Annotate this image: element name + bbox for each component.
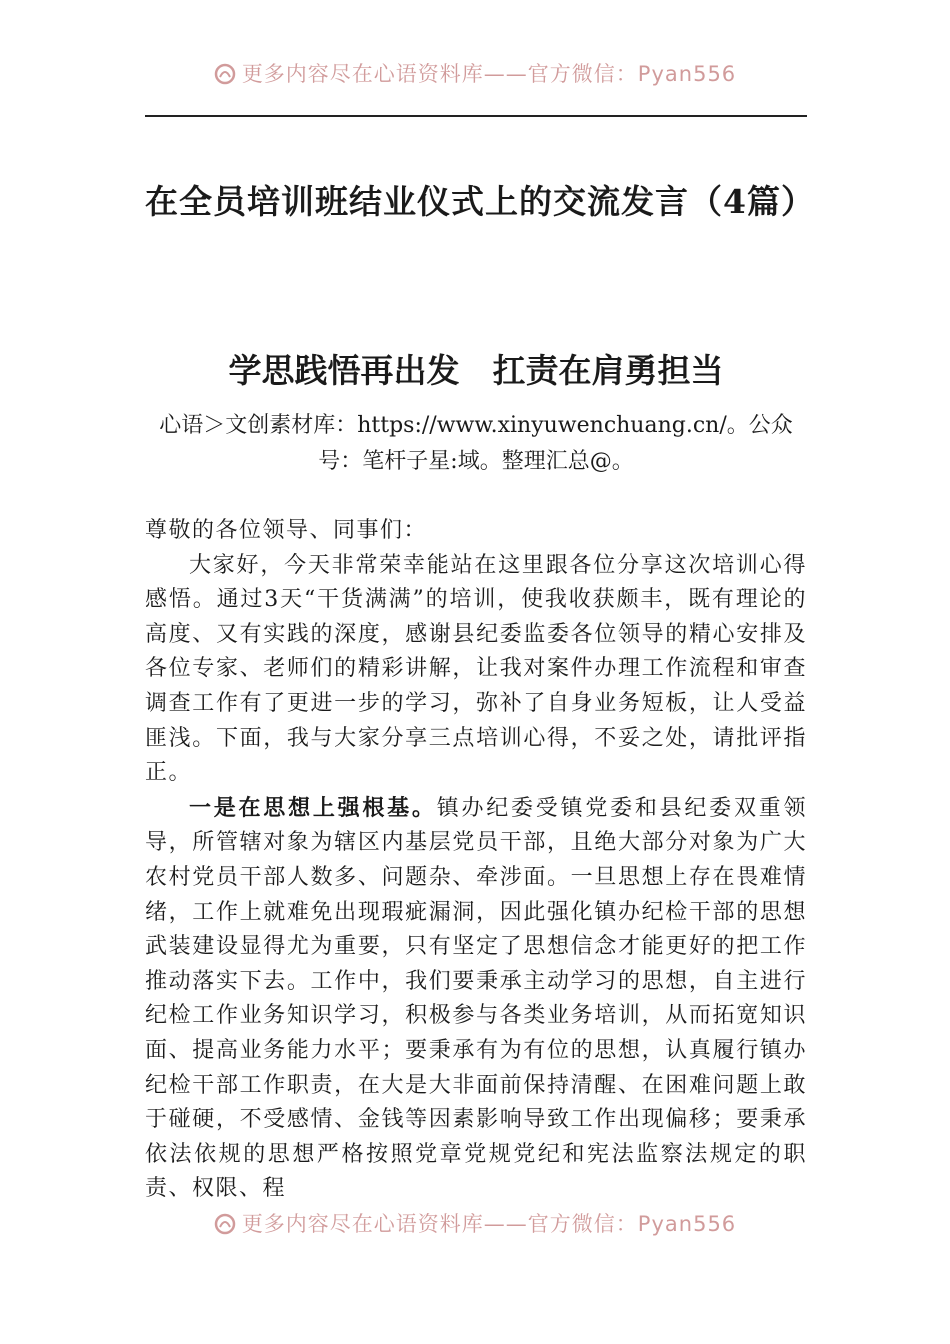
point-one-heading: 一是在思想上强根基。 bbox=[189, 794, 437, 821]
logo-icon bbox=[214, 1213, 236, 1235]
watermark-text: 更多内容尽在心语资料库——官方微信：Pyan556 bbox=[241, 1212, 737, 1236]
article-body bbox=[145, 514, 807, 1207]
source-note: 心语＞文创素材库：https://www.xinyuwenchuang.cn/。公众号：笔杆子星:域。整理汇总@。 bbox=[159, 413, 793, 474]
logo-icon bbox=[214, 63, 236, 85]
point-one-paragraph bbox=[145, 791, 807, 1207]
document-title: 在全员培训班结业仪式上的交流发言（4篇） bbox=[145, 182, 815, 221]
header-watermark bbox=[0, 58, 950, 88]
article-subtitle: 学思践悟再出发 扛责在肩勇担当 bbox=[228, 351, 724, 390]
salutation: 尊敬的各位领导、同事们： bbox=[145, 518, 428, 543]
header-divider bbox=[145, 115, 807, 117]
watermark-text: 更多内容尽在心语资料库——官方微信：Pyan556 bbox=[241, 62, 737, 86]
point-one-text: 镇办纪委受镇党委和县纪委双重领导，所管辖对象为辖区内基层党员干部，且绝大部分对象为广大农村党员干部人数多、问题杂、牵涉面。一旦思想上存在畏难情绪，工作上就难免出现瑕疵漏洞，因此强化镇办纪检干部的思想武装建设显得尤为重要，只有坚定了思想信念才能更好的把工作推动落实下去。工作中，我们要秉承主动学习的思想，自主进行纪检工作业务知识学习，积极参与各类业务培训，从而拓宽知识面、提高业务能力水平；要秉承有为有位的思想，认真履行镇办纪检干部工作职责，在大是大非面前保持清醒、在困难问题上敢于碰硬，不受感情、金钱等因素影响导致工作出现偏移；要秉承依法依规的思想严格按照党章党规党纪和宪法监察法规定的职责、权限、程 bbox=[145, 795, 807, 1202]
footer-watermark bbox=[0, 1208, 950, 1238]
intro-paragraph: 大家好，今天非常荣幸能站在这里跟各位分享这次培训心得感悟。通过3天“干货满满”的培训，使我收获颇丰，既有理论的高度、又有实践的深度，感谢县纪委监委各位领导的精心安排及各位专家、老师们的精彩讲解，让我对案件办理工作流程和审查调查工作有了更进一步的学习，弥补了自身业务短板，让人受益匪浅。下面，我与大家分享三点培训心得，不妥之处，请批评指正。 bbox=[145, 552, 807, 786]
